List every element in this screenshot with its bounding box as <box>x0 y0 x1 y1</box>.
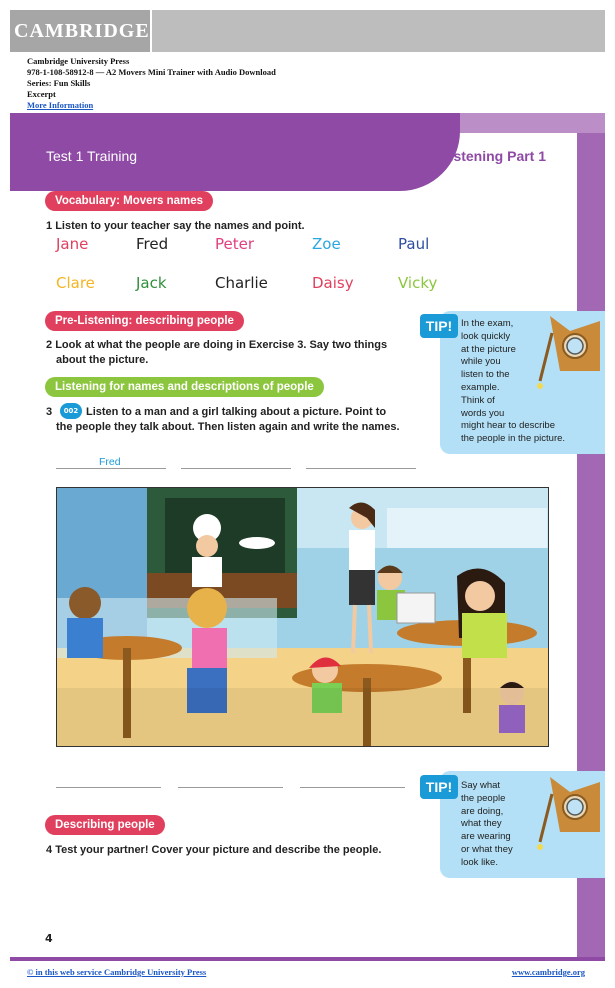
page-number: 4 <box>45 932 53 945</box>
movers-name: Fred <box>136 235 169 253</box>
isbn-title: 978-1-108-58912-8 — A2 Movers Mini Trainer with Audio Download <box>27 67 276 77</box>
movers-name: Jane <box>56 235 89 253</box>
tip-line: might hear to describe <box>461 420 555 432</box>
exercise-number: 2 <box>46 339 53 351</box>
cafe-illustration <box>56 487 549 747</box>
answer-line-4[interactable] <box>56 787 161 788</box>
tip-line: words you <box>461 407 505 419</box>
audio-track-icon[interactable]: 002 <box>60 403 82 419</box>
more-information-link[interactable]: More Information <box>27 100 94 110</box>
tip-line: look like. <box>461 856 498 868</box>
answer-line-6[interactable] <box>300 787 405 788</box>
tip-line: are wearing <box>461 831 511 843</box>
tip-line: at the picture <box>461 343 516 355</box>
movers-name: Charlie <box>215 274 268 292</box>
tip-badge-1: TIP! <box>420 314 458 338</box>
answer-example: Fred <box>99 456 121 468</box>
tip-line: the people in the picture. <box>461 433 566 445</box>
movers-name: Clare <box>56 274 95 292</box>
cambridge-logo: CAMBRIDGE <box>14 20 150 42</box>
tip-line: what they <box>461 818 502 830</box>
exercise-3-number: 3 <box>46 406 53 418</box>
tip-line: Think of <box>461 394 495 406</box>
tip-text-2 <box>461 780 541 870</box>
page-title: Test 1 Training <box>46 148 138 164</box>
listening-heading: Listening for names and descriptions of people <box>45 377 324 397</box>
answer-line-5[interactable] <box>178 787 283 788</box>
exercise-text: Look at what the people are doing in Exercise 3. Say two things <box>55 339 388 351</box>
vocabulary-heading: Vocabulary: Movers names <box>45 191 213 211</box>
prelistening-heading: Pre-Listening: describing people <box>45 311 244 331</box>
footer-bar <box>10 957 605 961</box>
series: Series: Fun Skills <box>27 78 91 88</box>
answer-line-2[interactable] <box>181 468 291 469</box>
movers-name: Daisy <box>312 274 354 292</box>
tip-line: Say what <box>461 780 501 791</box>
tip-line: the people <box>461 792 506 804</box>
exercise-text-2: about the picture. <box>56 354 149 366</box>
exercise-4-instruction <box>46 843 381 858</box>
tip-line: In the exam, <box>461 318 514 329</box>
exercise-1-instruction <box>46 219 305 234</box>
publisher: Cambridge University Press <box>27 56 130 66</box>
copyright-link[interactable]: © in this web service Cambridge University Press <box>27 967 207 977</box>
movers-name: Peter <box>215 235 255 253</box>
exercise-text: Listen to your teacher say the names and point. <box>55 220 305 232</box>
tip-line: look quickly <box>461 330 511 342</box>
movers-name: Paul <box>398 235 430 253</box>
book-metadata <box>27 56 276 111</box>
answer-line-3[interactable] <box>306 468 416 469</box>
owl-icon <box>530 772 605 862</box>
movers-name: Jack <box>136 274 167 292</box>
tip-line: example. <box>461 381 500 393</box>
tip-line: listen to the <box>461 369 510 381</box>
exercise-number: 4 <box>46 844 53 856</box>
tip-line: while you <box>461 356 501 368</box>
tip-line: are doing, <box>461 805 504 817</box>
tip-badge-2: TIP! <box>420 775 458 799</box>
exercise-3-text-2: the people they talk about. Then listen again and write the names. <box>56 421 400 433</box>
exercise-text: Test your partner! Cover your picture and describe the people. <box>55 844 382 856</box>
tip-line: or what they <box>461 843 513 855</box>
describing-heading: Describing people <box>45 815 165 835</box>
exercise-2-instruction <box>46 338 416 368</box>
cambridge-website-link[interactable]: www.cambridge.org <box>511 967 585 977</box>
part-title: Listening Part 1 <box>441 148 547 164</box>
exercise-3-text-1: Listen to a man and a girl talking about a picture. Point to <box>86 406 387 418</box>
movers-name: Vicky <box>398 274 438 292</box>
answer-line-1[interactable] <box>56 468 166 469</box>
excerpt-label: Excerpt <box>27 89 56 99</box>
movers-name: Zoe <box>312 235 341 253</box>
owl-icon <box>530 311 605 406</box>
exercise-number: 1 <box>46 220 53 232</box>
